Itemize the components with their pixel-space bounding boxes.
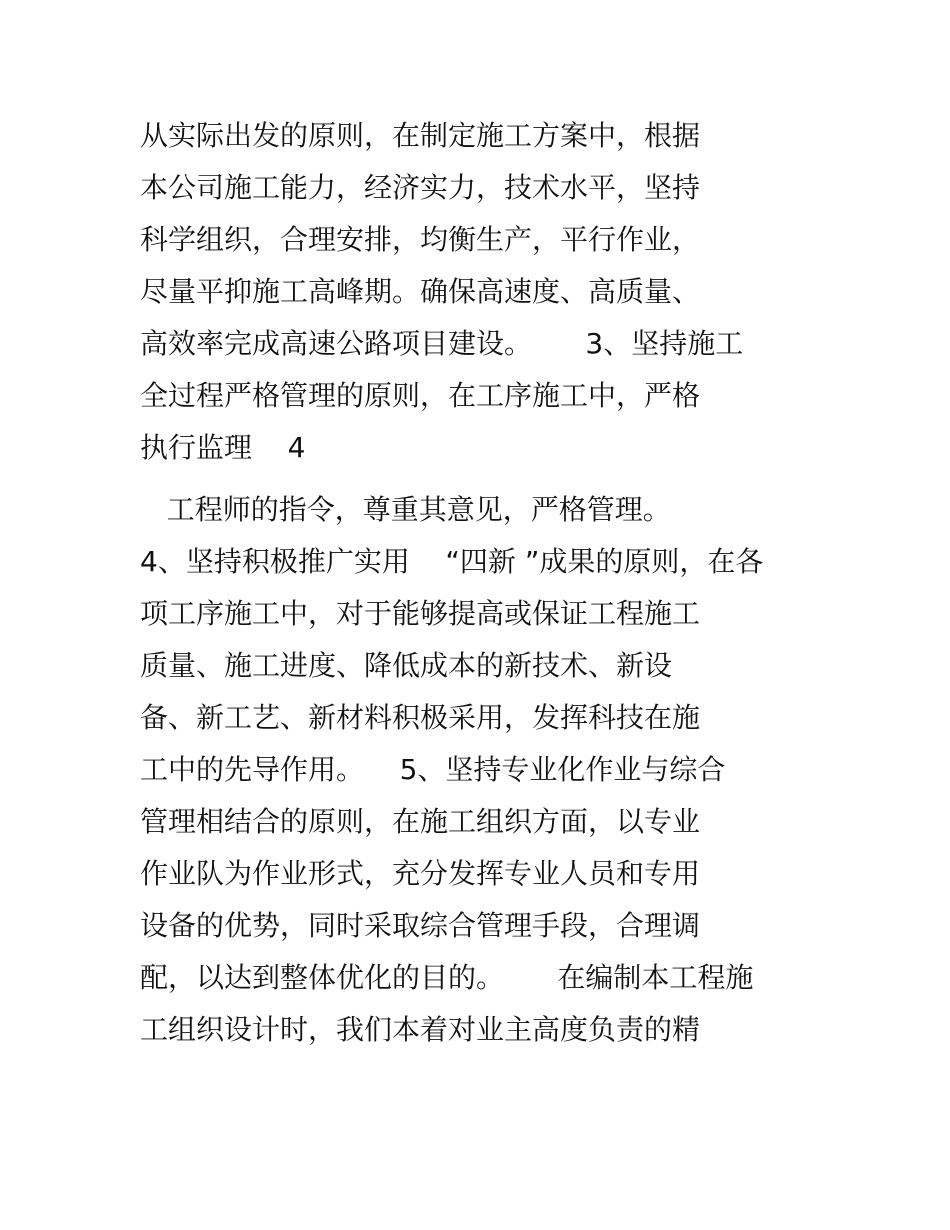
text-line: 科学组织，合理安排，均衡生产，平行作业， xyxy=(140,223,701,256)
text-line: 本公司施工能力，经济实力，技术水平，坚持 xyxy=(140,171,701,204)
text-line: 工程师的指令，尊重其意见，严格管理。 xyxy=(140,493,671,526)
text-line: 设备的优势，同时采取综合管理手段，合理调 xyxy=(140,909,701,942)
text-line: 质量、施工进度、降低成本的新技术、新设 xyxy=(140,649,673,682)
text-line: 4、坚持积极推广实用 “四新 ”成果的原则，在各 xyxy=(140,545,764,578)
paragraph-2 xyxy=(140,484,820,1056)
text-line: 项工序施工中，对于能够提高或保证工程施工 xyxy=(140,597,701,630)
text-line: 配，以达到整体优化的目的。 在编制本工程施 xyxy=(140,961,754,994)
paragraph-1 xyxy=(140,110,820,474)
text-line: 全过程严格管理的原则，在工序施工中，严格 xyxy=(140,379,701,412)
text-line: 从实际出发的原则，在制定施工方案中，根据 xyxy=(140,119,701,152)
text-line: 高效率完成高速公路项目建设。 3、坚持施工 xyxy=(140,327,744,360)
text-line: 工中的先导作用。 5、坚持专业化作业与综合 xyxy=(140,753,726,786)
text-line: 执行监理 4 xyxy=(140,431,306,464)
text-line: 工组织设计时，我们本着对业主高度负责的精 xyxy=(140,1013,701,1046)
text-line: 管理相结合的原则，在施工组织方面，以专业 xyxy=(140,805,701,838)
text-line: 尽量平抑施工高峰期。确保高速度、高质量、 xyxy=(140,275,701,308)
text-line: 备、新工艺、新材料积极采用，发挥科技在施 xyxy=(140,701,701,734)
text-line: 作业队为作业形式，充分发挥专业人员和专用 xyxy=(140,857,701,890)
